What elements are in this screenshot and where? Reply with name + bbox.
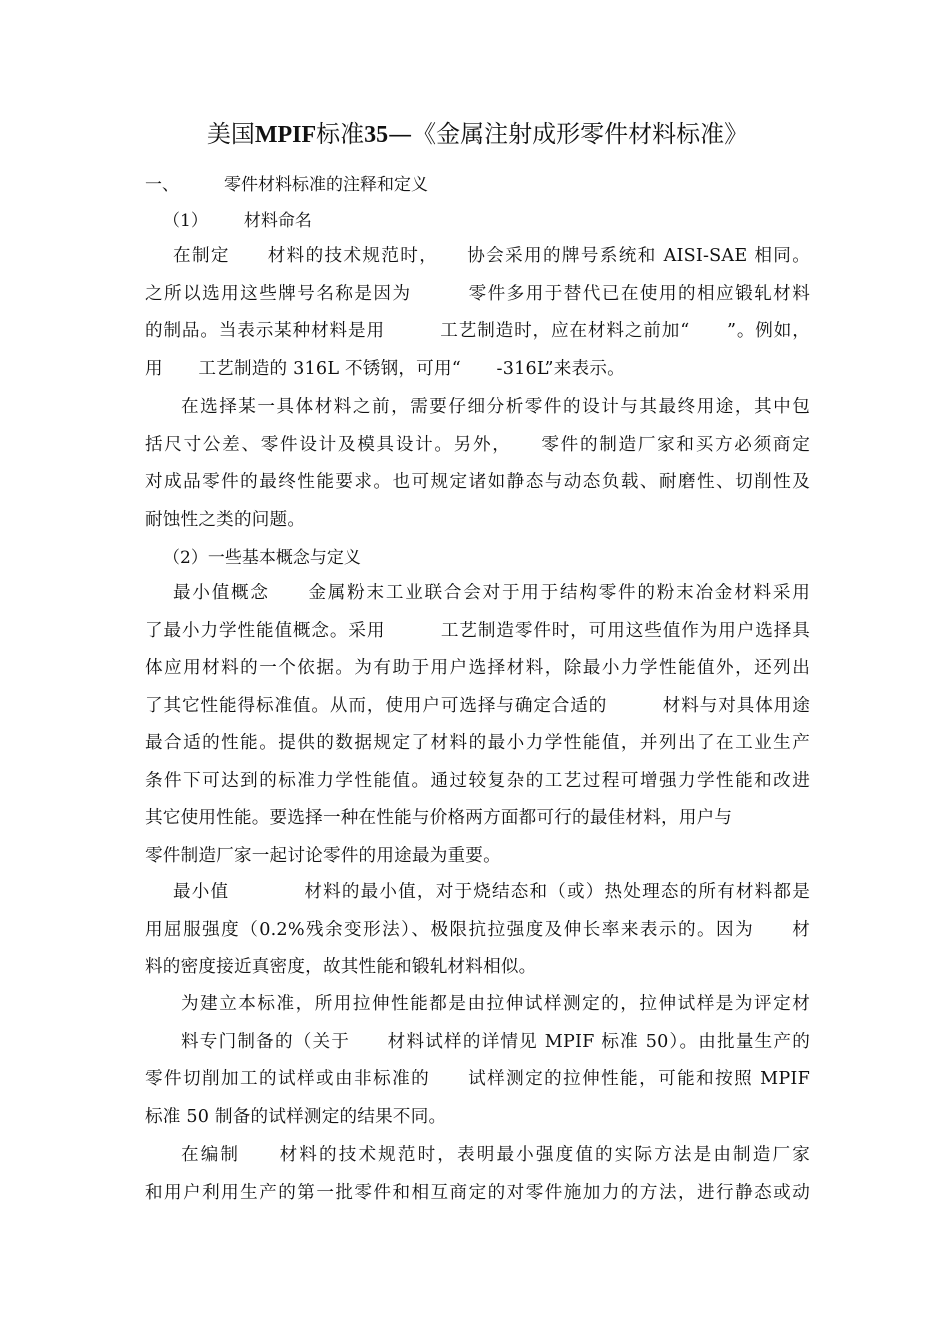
text-line: 了最小力学性能值概念。采用 工艺制造零件时，可用这些值作为用户选择具: [145, 620, 810, 641]
text-line: 为建立本标准，所用拉伸性能都是由拉伸试样测定的，拉伸试样是为评定材: [181, 994, 810, 1014]
section-number: 一、: [145, 175, 179, 195]
text-line: 体应用材料的一个依据。为有助于用户选择材料，除最小力学性能值外，还列出: [145, 658, 810, 678]
paragraph-specification: [145, 1137, 810, 1212]
title-rest: 《金属注射成形零件材料标准》: [412, 120, 749, 148]
text-line: 用 工艺制造的 316L 不锈钢，可用“ -316L”来表示。: [145, 358, 625, 379]
title-prefix: 美国: [206, 120, 255, 148]
subsection-title: （2）一些基本概念与定义: [163, 548, 361, 568]
text-line: 耐蚀性之类的问题。: [145, 509, 306, 530]
text-line: 对成品零件的最终性能要求。也可规定诸如静态与动态负载、耐磨性、切削性及: [145, 472, 810, 492]
section-title: 零件材料标准的注释和定义: [224, 175, 428, 195]
title-number: 35: [364, 122, 389, 148]
document-title: [145, 114, 810, 155]
title-middle: 标准: [316, 120, 365, 148]
text-line: 用屈服强度（0.2%残余变形法）、极限抗拉强度及伸长率来表示的。因为 材: [145, 919, 810, 940]
text-line: 料的密度接近真密度，故其性能和锻轧材料相似。: [145, 957, 537, 977]
text-line: 在编制 材料的技术规范时，表明最小强度值的实际方法是由制造厂家: [181, 1145, 810, 1165]
text-line: 零件制造厂家一起讨论零件的用途最为重要。: [145, 845, 501, 866]
subsection-heading-2: [163, 546, 361, 570]
text-line: 了其它性能得标准值。从而，使用户可选择与确定合适的 材料与对具体用途: [145, 695, 810, 716]
paragraph-selection: [145, 389, 810, 539]
subsection-number: （1）: [163, 211, 208, 231]
text-line: 最小值概念 金属粉末工业联合会对于用于结构零件的粉末冶金材料采用: [173, 583, 810, 603]
text-line: 之所以选用这些牌号名称是因为 零件多用于替代已在使用的相应锻轧材料: [145, 283, 810, 304]
paragraph-minimum-concept: [145, 575, 810, 875]
text-line: 的制品。当表示某种材料是用 工艺制造时，应在材料之前加“ ”。例如，: [145, 321, 810, 341]
text-line: 标准 50 制备的试样测定的结果不同。: [145, 1106, 447, 1127]
paragraph-naming: [145, 238, 810, 388]
text-line: 最合适的性能。提供的数据规定了材料的最小力学性能值，并列出了在工业生产: [145, 733, 810, 753]
text-line: 在选择某一具体材料之前，需要仔细分析零件的设计与其最终用途，其中包: [181, 397, 810, 417]
title-dash: —: [388, 120, 413, 148]
text-line: 最小值 材料的最小值，对于烧结态和（或）热处理态的所有材料都是: [173, 882, 810, 902]
subsection-title: 材料命名: [243, 211, 312, 231]
section-heading-1: [145, 173, 428, 197]
text-line: 和用户利用生产的第一批零件和相互商定的对零件施加力的方法，进行静态或动: [145, 1182, 810, 1203]
paragraph-minimum-value: [145, 874, 810, 987]
text-line: 零件切削加工的试样或由非标准的 试样测定的拉伸性能，可能和按照 MPIF: [145, 1069, 810, 1089]
text-line: 括尺寸公差、零件设计及模具设计。另外， 零件的制造厂家和买方必须商定: [145, 434, 810, 455]
text-line: 料专门制备的（关于 材料试样的详情见 MPIF 标准 50）。由批量生产的: [181, 1031, 810, 1052]
subsection-heading-1: [163, 209, 312, 233]
paragraph-tensile: [145, 986, 810, 1136]
text-line: 条件下可达到的标准力学性能值。通过较复杂的工艺过程可增强力学性能和改进: [145, 770, 810, 791]
text-line: 其它使用性能。要选择一种在性能与价格两方面都可行的最佳材料，用户与: [145, 808, 733, 828]
text-line: 在制定 材料的技术规范时， 协会采用的牌号系统和 AISI-SAE 相同。: [173, 246, 810, 266]
title-mpif: MPIF: [254, 122, 317, 148]
